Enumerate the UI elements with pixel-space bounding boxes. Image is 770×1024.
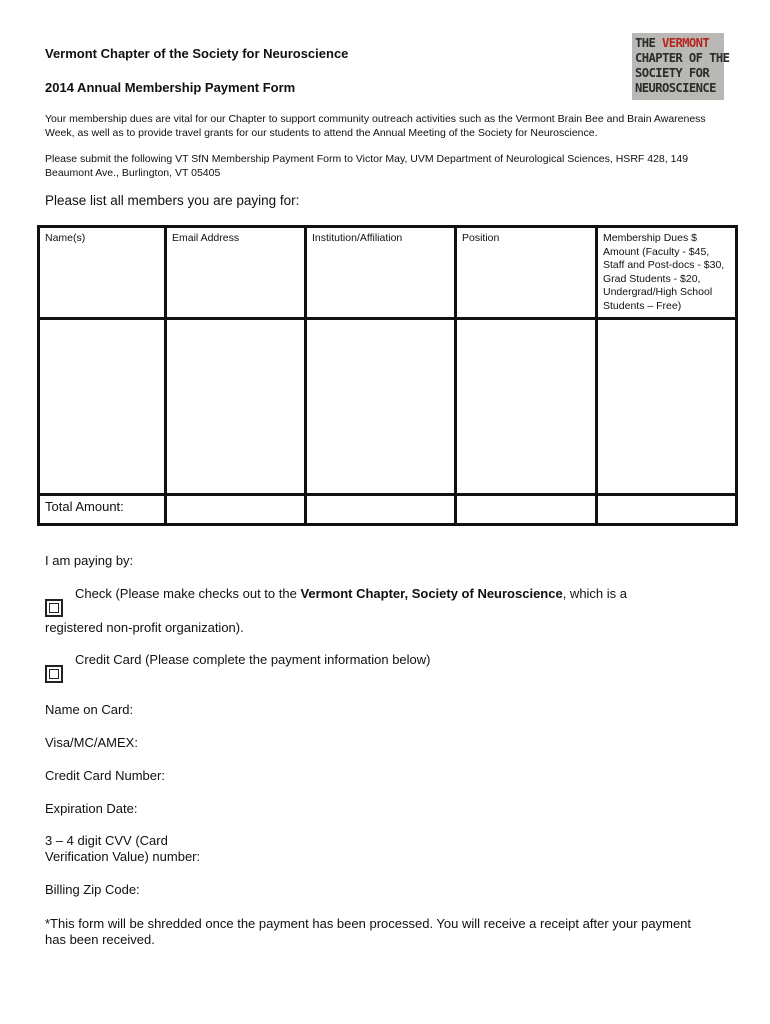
billing-zip-label: Billing Zip Code: [45,882,140,897]
email-cell[interactable] [166,319,306,495]
intro-paragraph: Your membership dues are vital for our Chapter to support community outreach activities such as the Vermont Brain Bee and Brain Awareness Week, as well as to provide travel grants for our students to attend the Annual Meeting of the Society for Neuroscience. [45,113,706,139]
dues-cell[interactable] [597,319,737,495]
form-subtitle: 2014 Annual Membership Payment Form [45,80,296,95]
institution-cell[interactable] [306,319,456,495]
names-cell[interactable] [39,319,166,495]
footer-note: *This form will be shredded once the payment has been processed. You will receive a receipt after your payment has been received. [45,916,692,947]
column-header-position: Position [456,227,597,319]
table-entry-row [39,319,737,495]
column-header-names: Name(s) [39,227,166,319]
card-number-label: Credit Card Number: [45,768,165,783]
check-text-start: Check (Please make checks out to the [75,586,301,601]
cvv-label: 3 – 4 digit CVV (Card Verification Value) number: [45,833,201,864]
logo-line-2: CHAPTER OF THE [635,51,730,65]
logo-vermont: VERMONT [661,36,710,50]
credit-card-checkbox[interactable] [45,665,63,683]
check-payee-name: Vermont Chapter, Society of Neuroscience [300,586,563,601]
logo-line-4: NEUROSCIENCE [635,81,716,95]
total-institution-cell[interactable] [306,495,456,525]
total-email-cell[interactable] [166,495,306,525]
total-position-cell[interactable] [456,495,597,525]
table-header-row [39,227,737,319]
total-amount-cell[interactable] [597,495,737,525]
card-type-label: Visa/MC/AMEX: [45,735,138,750]
chapter-logo [632,33,730,100]
paying-by-label: I am paying by: [45,553,134,568]
total-amount-label: Total Amount: [39,495,166,525]
submission-instructions: Please submit the following VT SfN Membership Payment Form to Victor May, UVM Department of Neurological Sciences, HSRF 428, 149 Beaumont Ave., Burlington, VT 05405 [45,153,689,179]
name-on-card-label: Name on Card: [45,702,134,717]
members-table [37,225,738,526]
form-title: Vermont Chapter of the Society for Neuroscience [45,46,349,61]
column-header-email: Email Address [166,227,306,319]
check-option-label-continued: registered non-profit organization). [45,620,244,635]
column-header-institution: Institution/Affiliation [306,227,456,319]
position-cell[interactable] [456,319,597,495]
table-total-row [39,495,737,525]
column-header-dues: Membership Dues $ Amount (Faculty - $45, Staff and Post-docs - $30, Grad Students - $20, Undergrad/High School Students – Free) [597,227,737,319]
logo-line-3: SOCIETY FOR [635,66,710,80]
credit-card-option-label: Credit Card (Please complete the payment information below) [75,652,431,667]
logo-line-1 [635,36,721,51]
check-text-end: , which is a [562,586,628,601]
check-option-label [75,586,627,601]
check-payment-checkbox[interactable] [45,599,63,617]
expiration-date-label: Expiration Date: [45,801,138,816]
members-table-heading: Please list all members you are paying for: [45,193,300,208]
logo-the: THE [635,36,656,50]
